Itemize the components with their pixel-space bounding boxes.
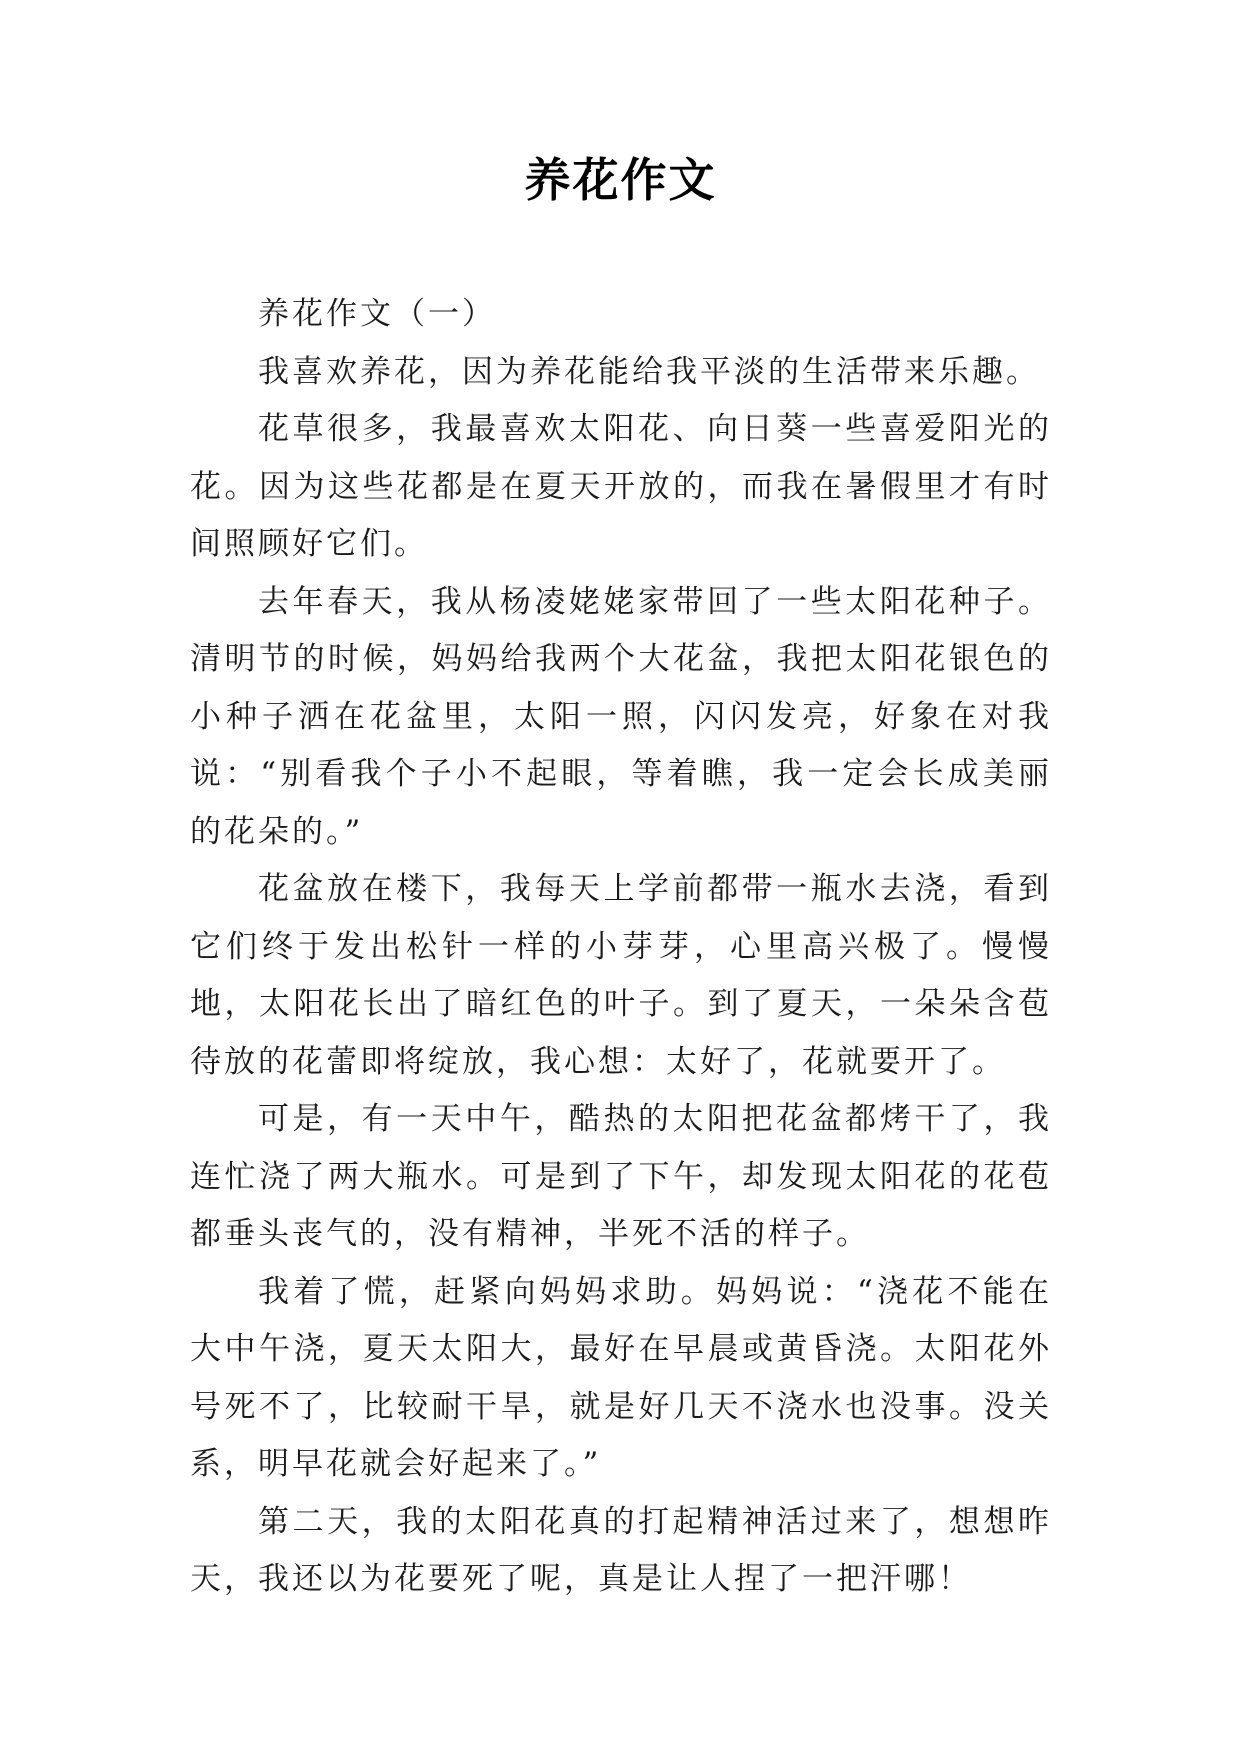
document-body	[190, 286, 1052, 1609]
document-title: 养花作文	[524, 153, 717, 207]
paragraph: 花草很多，我最喜欢太阳花、向日葵一些喜爱阳光的花。因为这些花都是在夏天开放的，而我在暑假里才有时间照顾好它们。	[190, 411, 1052, 562]
paragraph: 我喜欢养花，因为养花能给我平淡的生活带来乐趣。	[258, 353, 1040, 390]
paragraph: 可是，有一天中午，酷热的太阳把花盆都烤干了，我连忙浇了两大瓶水。可是到了下午，却发现太阳花的花苞都垂头丧气的，没有精神，半死不活的样子。	[190, 1101, 1052, 1252]
section-heading: 养花作文（一）	[258, 296, 496, 332]
paragraph: 花盆放在楼下，我每天上学前都带一瓶水去浇，看到它们终于发出松针一样的小芽芽，心里高兴极了。慢慢地，太阳花长出了暗红色的叶子。到了夏天，一朵朵含苞待放的花蕾即将绽放，我心想：太好了，花就要开了。	[190, 871, 1052, 1080]
paragraph: 第二天，我的太阳花真的打起精神活过来了，想想昨天，我还以为花要死了呢，真是让人捏了一把汗哪！	[190, 1503, 1052, 1597]
paragraph: 我着了慌，赶紧向妈妈求助。妈妈说：“浇花不能在大中午浇，夏天太阳大，最好在早晨或黄昏浇。太阳花外号死不了，比较耐干旱，就是好几天不浇水也没事。没关系，明早花就会好起来了。”	[190, 1273, 1052, 1482]
paragraph: 去年春天，我从杨凌姥姥家带回了一些太阳花种子。清明节的时候，妈妈给我两个大花盆，我把太阳花银色的小种子洒在花盆里，太阳一照，闪闪发亮，好象在对我说：“别看我个子小不起眼，等着瞧，我一定会长成美丽的花朵的。”	[190, 583, 1052, 850]
